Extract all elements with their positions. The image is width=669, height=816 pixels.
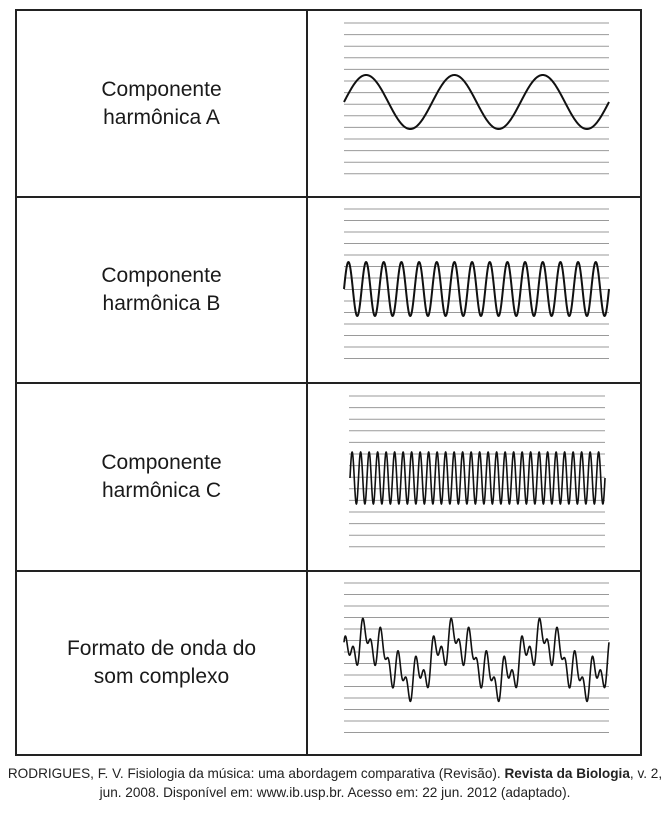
row-label-a [101,76,221,132]
row-label-complex [67,635,256,691]
label-cell-b [17,198,308,382]
caption-part1: RODRIGUES, F. V. Fisiologia da música: uma abordagem comparativa (Revisão). [7,766,505,781]
waveform-harmonic-b [308,198,642,382]
caption-journal: Revista da Biologia [504,766,630,781]
row-harmonic-b [17,196,640,382]
row-label-b [101,262,221,318]
wave-cell-complex [308,572,640,754]
label-a-line2: harmônica A [103,105,220,129]
row-complex-wave [17,570,640,754]
wave-cell-a [308,11,640,196]
row-label-c [101,449,221,505]
wave-cell-c [308,384,640,570]
waveform-harmonic-c [308,384,642,570]
waveform-path [344,75,609,129]
label-b-line2: harmônica B [102,292,221,315]
waveform-path [350,452,605,504]
label-c-line2: harmônica C [101,479,222,502]
waveform-complex-sound [308,572,642,754]
harmonics-table [15,9,642,756]
label-cell-complex [17,572,308,754]
row-harmonic-c [17,382,640,570]
label-complex-line1: Formato de onda do [66,637,257,660]
waveform-harmonic-a [308,11,642,196]
label-cell-a [17,11,308,196]
label-complex-line2: som complexo [93,665,230,688]
waveform-path [344,618,609,701]
label-cell-c [17,384,308,570]
wave-cell-b [308,198,640,382]
row-harmonic-a [17,11,640,196]
label-b-line1: Componente [101,264,222,287]
label-c-line1: Componente [101,451,222,474]
caption-part2: , v. 2, jun. 2008. Disponível em: www.ib.usp.br. Acesso em: 22 jun. 2012 (adaptado). [99,766,663,800]
source-caption [6,764,664,802]
label-a-line1: Componente [101,77,222,101]
